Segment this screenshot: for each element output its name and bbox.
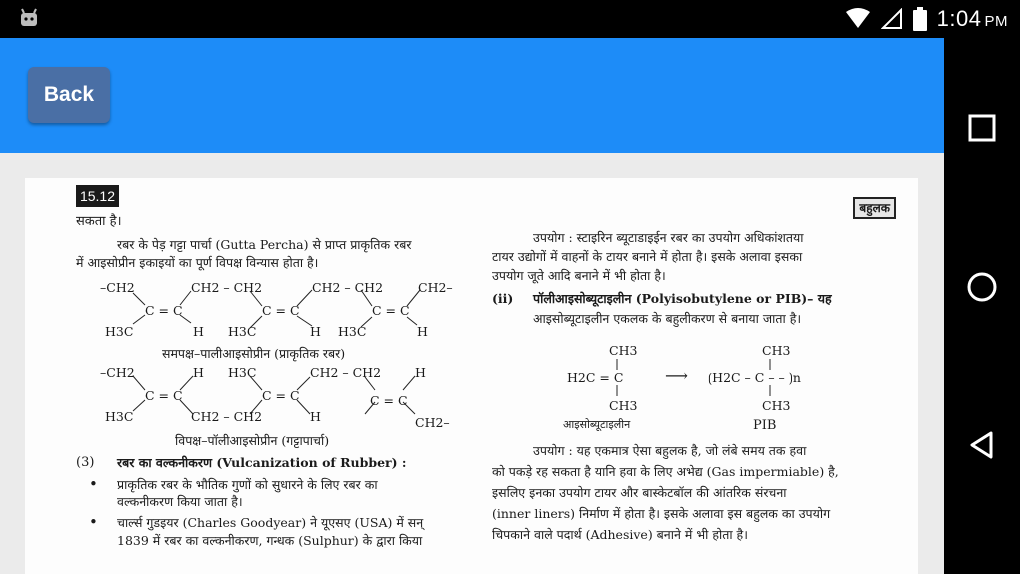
cis-h-1: H [193, 324, 204, 339]
trans-h3c-2: H3C [105, 409, 134, 424]
bullet2-line2: 1839 में रबर का वल्कनीकरण, गन्धक (Sulphur) के द्वारा किया [117, 533, 423, 548]
trans-cc-2: C = C [262, 388, 300, 403]
reaction-arrow-icon: ⟶ [665, 366, 688, 385]
ii-number: (ii) [492, 291, 514, 306]
cis-h-2: H [310, 324, 321, 339]
right-p2-line1: उपयोग : यह एकमात्र ऐसा बहुलक है, जो लंबे समय तक हवा [533, 443, 807, 458]
clock: 1:04 PM [936, 6, 1008, 31]
back-button[interactable]: Back [28, 67, 110, 123]
trans-cc-3: C = C [370, 393, 408, 408]
ii-line1: पॉलीआइसोब्यूटाइलीन (Polyisobutylene or PIB)– यह [533, 291, 832, 306]
cis-ch2ch2-2: CH2 – CH2 [312, 280, 384, 295]
home-button[interactable] [962, 267, 1002, 307]
cis-h3c-3: H3C [338, 324, 367, 339]
right-p2-line5: चिपकाने वाले पदार्थ (Adhesive) बनाने में भी होता है। [492, 527, 748, 542]
left-line-1: सकता है। [76, 214, 122, 229]
bullet1-line2: वल्कनीकरण किया जाता है। [117, 494, 243, 509]
polymer-caption: PIB [753, 418, 777, 433]
polymer-main: ⟮H2C – C – – ⟯n [708, 370, 801, 385]
ii-line2: आइसोब्यूटाइलीन एकलक के बहुलीकरण से बनाया जाता है। [533, 311, 802, 326]
caption-cis: समपक्ष–पालीआइसोप्रीन (प्राकृतिक रबर) [162, 346, 346, 361]
monomer-ch3-bottom: CH3 [609, 398, 638, 413]
caption-trans: विपक्ष–पॉलीआइसोप्रीन (गट्टापार्चा) [175, 433, 330, 448]
right-p1-line1: उपयोग : स्टाइरिन ब्यूटाडाइईन रबर का उपयोग अधिकांशतया [533, 230, 804, 245]
home-circle-icon [966, 271, 998, 303]
trans-h-3: H [310, 409, 321, 424]
wifi-icon [845, 8, 871, 30]
polymer-ch3-bottom: CH3 [762, 398, 791, 413]
pib-structure-bonds [25, 178, 918, 478]
right-p1-line3: उपयोग जूते आदि बनाने में भी होता है। [492, 268, 666, 283]
trans-ch2ch2-1: CH2 – CH2 [310, 365, 382, 380]
section3-number: (3) [76, 455, 95, 470]
cis-cc-3: C = C [372, 303, 410, 318]
trans-cc-1: C = C [145, 388, 183, 403]
cis-h-3: H [417, 324, 428, 339]
trans-h3c-1: H3C [228, 365, 257, 380]
cis-cc-2: C = C [262, 303, 300, 318]
left-line-2: रबर के पेड़ गट्टा पार्चा (Gutta Percha) से प्राप्त प्राकृतिक रबर [117, 237, 412, 252]
trans-ch2-right: CH2– [415, 415, 450, 430]
trans-h-1: H [193, 365, 204, 380]
battery-icon [913, 7, 927, 31]
navigation-bar [944, 38, 1020, 574]
recents-button[interactable] [962, 108, 1002, 148]
cis-h3c-1: H3C [105, 324, 134, 339]
polymer-ch3-top: CH3 [762, 343, 791, 358]
cis-cc-1: C = C [145, 303, 183, 318]
bullet2-line1: चार्ल्स गुडइयर (Charles Goodyear) ने यूएसए (USA) में सन् [117, 515, 424, 530]
right-p2-line4: (inner liners) निर्माण में होता है। इसके अलावा इस बहुलक का उपयोग [492, 506, 831, 521]
status-bar [0, 0, 1020, 38]
section3-title: रबर का वल्कनीकरण (Vulcanization of Rubber) : [117, 455, 407, 470]
monomer-ch3-top: CH3 [609, 343, 638, 358]
bullet1-line1: प्राकृतिक रबर के भौतिक गुणों को सुधारने के लिए रबर का [117, 477, 378, 492]
trans-ch2-left: –CH2 [100, 365, 135, 380]
cis-ch2-left: –CH2 [100, 280, 135, 295]
back-nav-button[interactable] [962, 425, 1002, 465]
section-tag: बहुलक [853, 197, 896, 219]
left-line-3: में आइसोप्रीन इकाइयों का पूर्ण विपक्ष विन्यास होता है। [76, 255, 319, 270]
recents-square-icon [968, 114, 996, 142]
right-p2-line2: को पकड़े रह सकता है यानि हवा के लिए अभेद्य (Gas impermiable) है, [492, 464, 839, 479]
back-triangle-icon [967, 430, 997, 460]
cell-signal-icon [881, 8, 903, 30]
book-page-image[interactable] [25, 178, 918, 574]
content-area[interactable] [0, 153, 944, 574]
app-area [0, 38, 944, 574]
trans-ch2ch2-2: CH2 – CH2 [191, 409, 263, 424]
trans-h-2: H [415, 365, 426, 380]
monomer-caption: आइसोब्यूटाइलीन [563, 418, 631, 431]
android-debug-icon [18, 7, 40, 29]
cis-ch2ch2-1: CH2 – CH2 [191, 280, 263, 295]
right-p2-line3: इसलिए इनका उपयोग टायर और बास्केटबॉल की आंतरिक संरचना [492, 485, 787, 500]
cis-h3c-2: H3C [228, 324, 257, 339]
app-bar [0, 38, 944, 153]
right-p1-line2: टायर उद्योगों में वाहनों के टायर बनाने में होता है। इसके अलावा इसका [492, 249, 803, 264]
bullet-2: • [89, 513, 98, 531]
page-number: 15.12 [76, 185, 119, 207]
monomer-main: H2C = C [567, 370, 624, 385]
bullet-1: • [89, 475, 98, 493]
cis-ch2-right: CH2– [418, 280, 453, 295]
